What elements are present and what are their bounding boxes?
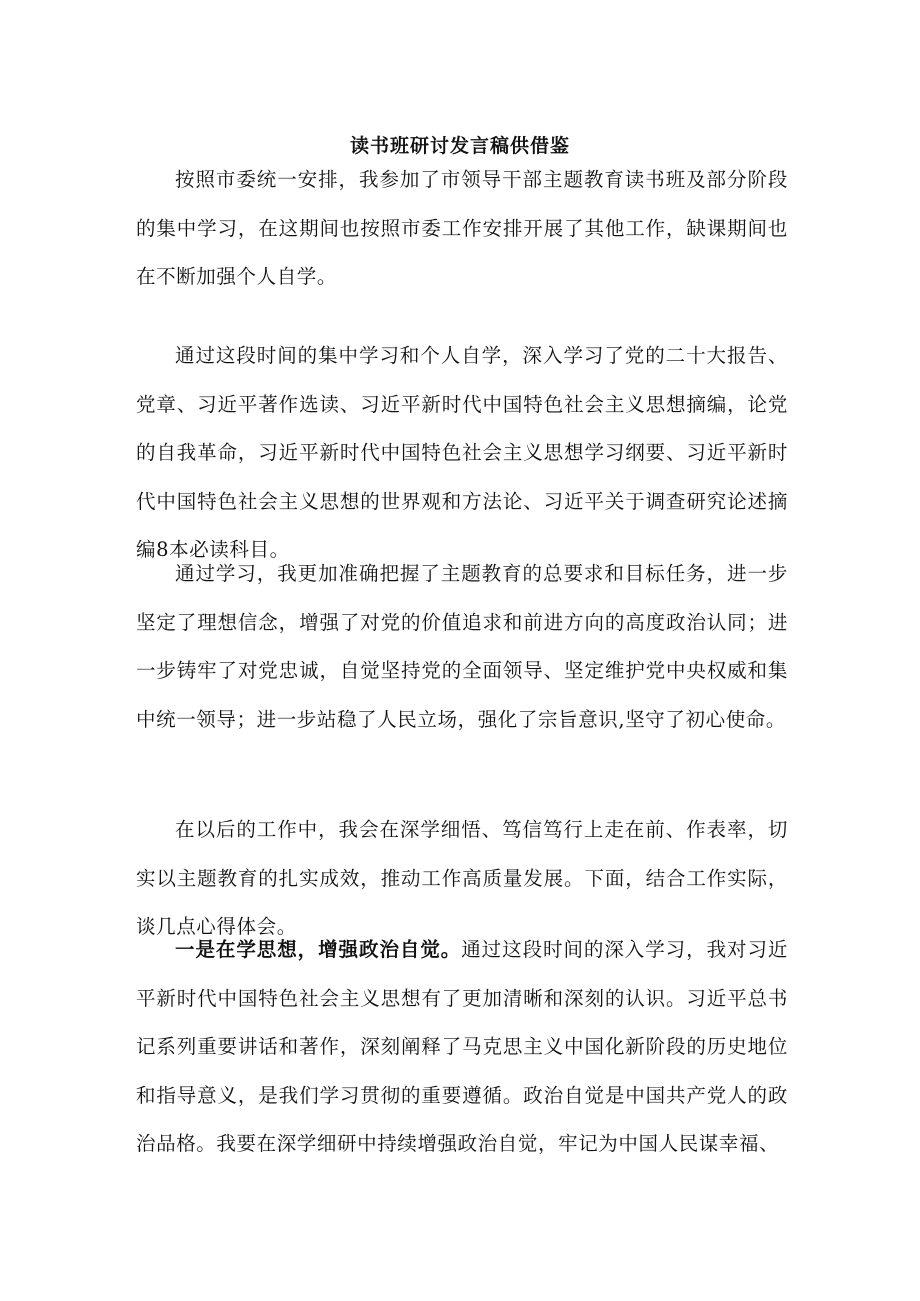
paragraph-5-text: 通过这段时间的深入学习，我对习近平新时代中国特色社会主义思想有了更加清晰和深刻的认识。习近平总书记系列重要讲话和著作，深刻阐释了马克思主义中国化新阶段的历史地位和指导意义，是我们学习贯彻的重要遵循。政治自觉是中国共产党人的政治品格。我要在深学细研中持续增强政治自觉，牢记为中国人民谋幸福、 <box>136 938 788 1155</box>
paragraph-3-text: 通过学习，我更加准确把握了主题教育的总要求和目标任务，进一步坚定了理想信念，增强了对党的价值追求和前进方向的高度政治认同；进一步铸牢了对党忠诚，自觉坚持党的全面领导、坚定维护党中央权威和集中统一领导；进一步站稳了人民立场，强化了宗旨意识,坚守了初心使命。 <box>136 562 788 731</box>
paragraph-5-lead: 一是在学思想，增强政治自觉。 <box>175 938 462 961</box>
paragraph-4-text: 在以后的工作中，我会在深学细悟、笃信笃行上走在前、作表率，切实以主题教育的扎实成效，推动工作高质量发展。下面，结合工作实际，谈几点心得体会。 <box>136 818 788 938</box>
paragraph-2 <box>136 332 788 575</box>
paragraph-2-text: 通过这段时间的集中学习和个人自学，深入学习了党的二十大报告、党章、习近平著作选读、习近平新时代中国特色社会主义思想摘编，论党的自我革命，习近平新时代中国特色社会主义思想学习纲要、习近平新时代中国特色社会主义思想的世界观和方法论、习近平关于调查研究论述摘编8本必读科目。 <box>136 344 788 561</box>
paragraph-1 <box>136 156 788 302</box>
paragraph-1-text: 按照市委统一安排，我参加了市领导干部主题教育读书班及部分阶段的集中学习，在这期间也按照市委工作安排开展了其他工作，缺课期间也在不断加强个人自学。 <box>136 168 788 288</box>
paragraph-5 <box>136 926 788 1169</box>
document-title: 读书班研讨发言稿供借鉴 <box>349 135 570 157</box>
paragraph-3 <box>136 550 788 744</box>
